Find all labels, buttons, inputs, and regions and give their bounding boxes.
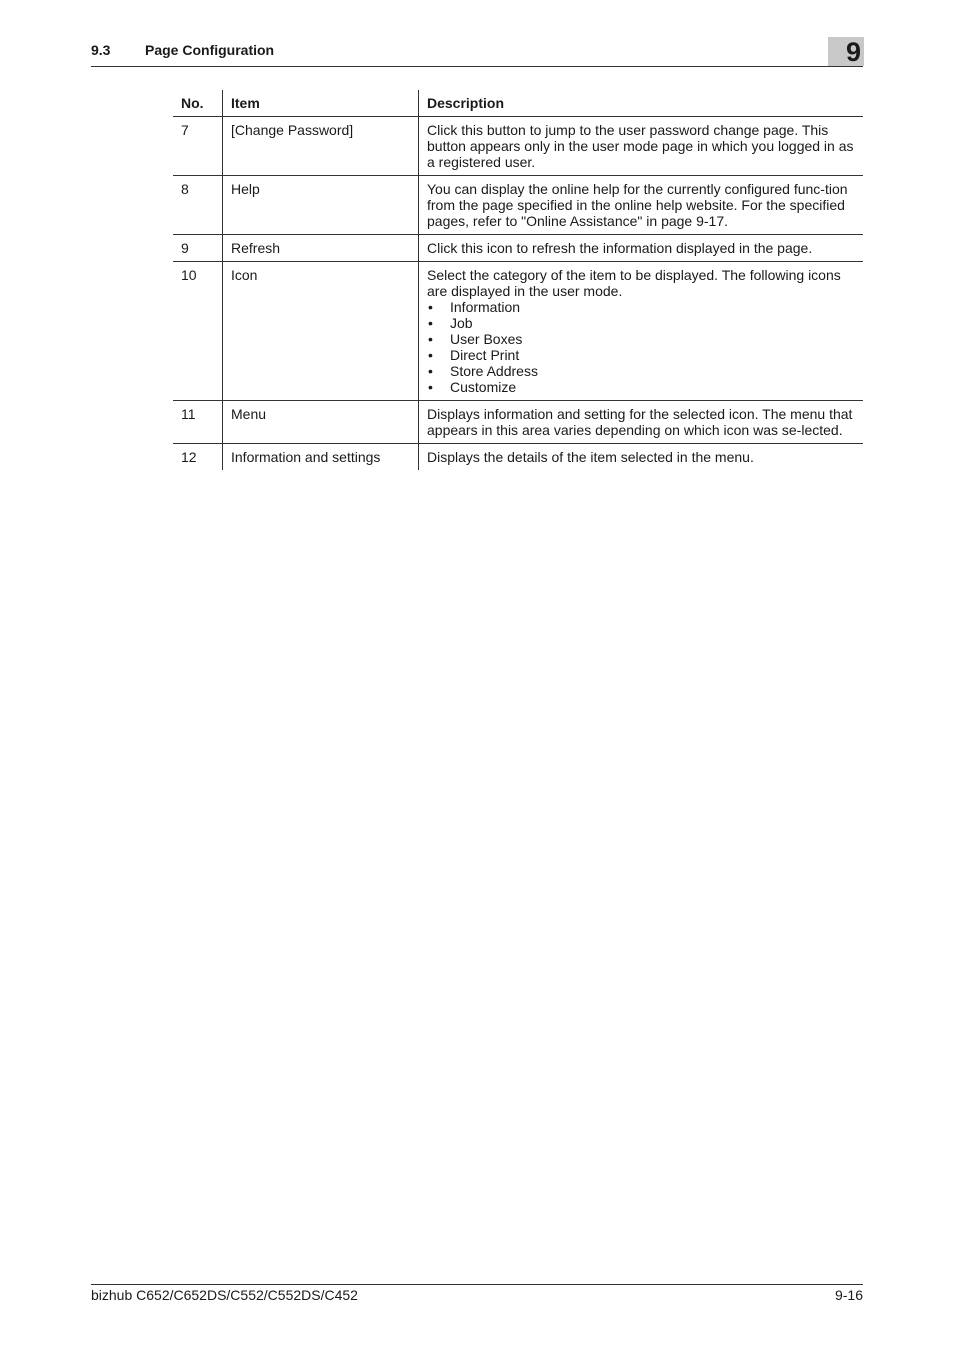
bullet-label: Store Address: [450, 363, 538, 379]
table-row: [173, 176, 863, 235]
row-description: Click this button to jump to the user password change page. This button appears only in the user mode page in which you logged in as a registered user.: [419, 117, 864, 176]
row-item: Help: [223, 176, 419, 235]
chapter-tab: [828, 37, 864, 66]
bullet-item: • Information: [428, 299, 521, 315]
row-no: 11: [173, 401, 223, 444]
chapter-number: 9: [845, 37, 861, 67]
bullet-label: Customize: [450, 379, 517, 395]
row-item: Information and settings: [223, 444, 419, 471]
row-no: 10: [173, 262, 223, 401]
bullet-label: User Boxes: [450, 331, 523, 347]
row-description: Displays information and setting for the selected icon. The menu that appears in this area varies depending on which icon was se-lected.: [419, 401, 864, 444]
row-no: 9: [173, 235, 223, 262]
row-item: Icon: [223, 262, 419, 401]
bullet-item: • User Boxes: [428, 331, 523, 347]
bullet-item: • Store Address: [428, 363, 538, 379]
bullet-label: Information: [450, 299, 521, 315]
page-number: 9-16: [834, 1287, 863, 1303]
row-description: You can display the online help for the currently configured func-tion from the page specified in the online help website. For the specified pages, refer to "Online Assistance" in page 9-17.: [419, 176, 864, 235]
section-title: Page Configuration: [145, 42, 275, 58]
bullet-item: • Direct Print: [428, 347, 520, 363]
column-header-item: Item: [223, 90, 419, 117]
row-description: Displays the details of the item selected in the menu.: [419, 444, 864, 471]
row-description: Select the category of the item to be displayed. The following icons are displayed in the user mode.: [427, 267, 841, 299]
row-no: 7: [173, 117, 223, 176]
row-item: [Change Password]: [223, 117, 419, 176]
bullet-label: Direct Print: [450, 347, 520, 363]
page-footer: [91, 1284, 863, 1303]
row-no: 12: [181, 449, 197, 465]
bullet-item: • Customize: [428, 379, 517, 395]
row-description: Click this icon to refresh the information displayed in the page.: [419, 235, 864, 262]
page-header: [91, 40, 863, 67]
model-name: bizhub C652/C652DS/C552/C552DS/C452: [91, 1287, 358, 1303]
row-description-cell: [419, 262, 864, 401]
row-item: Menu: [223, 401, 419, 444]
column-header-no: No.: [173, 90, 223, 117]
table-row: [173, 444, 863, 471]
icon-bullet-list: [427, 299, 855, 395]
configuration-table: [173, 90, 863, 470]
row-item: Refresh: [223, 235, 419, 262]
table-row: [173, 235, 863, 262]
bullet-label: Job: [450, 315, 473, 331]
table-row: [173, 262, 863, 401]
table-row: [173, 117, 863, 176]
table-row: [173, 401, 863, 444]
column-header-description: Description: [419, 90, 864, 117]
table-header-row: [173, 90, 863, 117]
row-no: 8: [173, 176, 223, 235]
bullet-item: • Job: [428, 315, 473, 331]
section-number: 9.3: [91, 42, 111, 58]
